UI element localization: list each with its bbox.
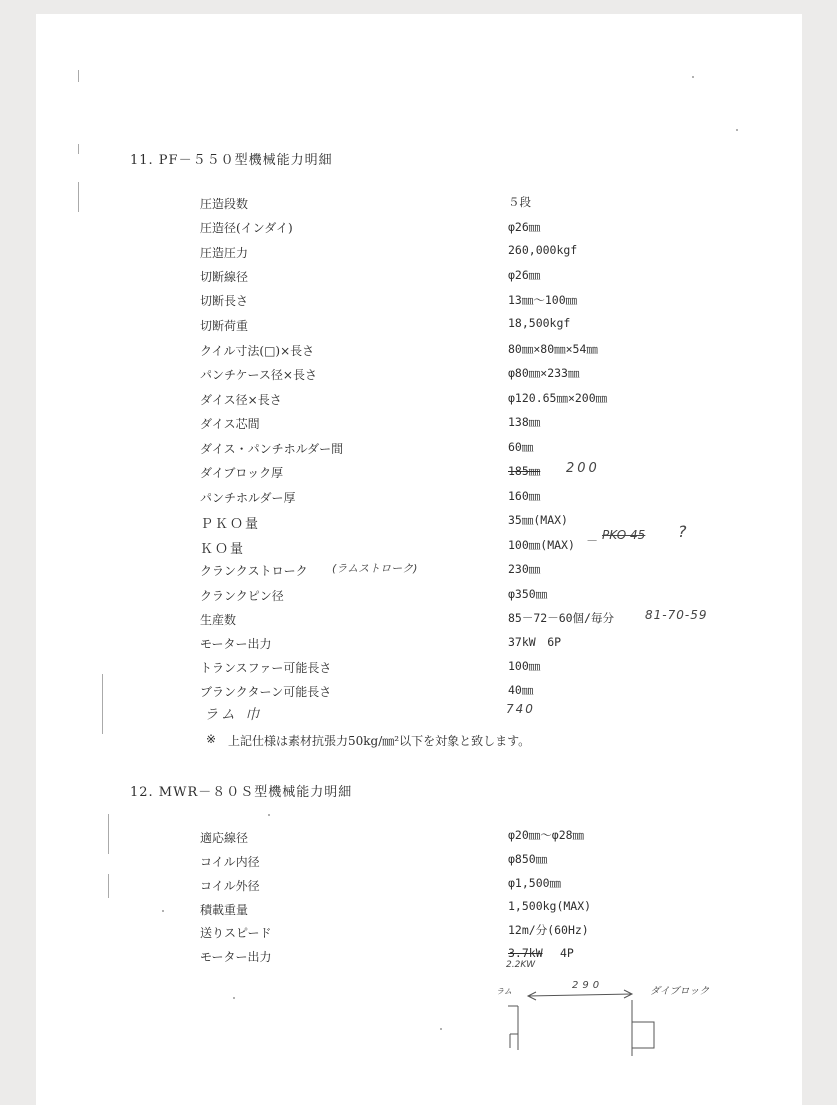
spec-label: ダイブロック厚 [200, 466, 284, 480]
spec-label: クランクピン径 [200, 589, 284, 603]
handwritten-ram-stroke: (ラムストローク) [332, 562, 418, 575]
handwritten-production: 81-70-59 [645, 608, 708, 622]
spec-value: 12m/分(60Hz) [508, 923, 589, 937]
spec-value: 18,500kgf [508, 316, 571, 330]
spec-label: ダイス径×長さ [200, 393, 282, 407]
handwritten-ram-width-label: ラム 巾 [204, 707, 263, 723]
spec-value: ５段 [508, 195, 531, 209]
spec-label: 送りスピード [200, 926, 272, 940]
spec-label: ダイス芯間 [200, 417, 260, 431]
section-12-title: 12. MWR－８０Ｓ型機械能力明細 [130, 785, 353, 800]
handwritten-dash: － [585, 534, 598, 548]
spec-label: 切断長さ [200, 294, 249, 308]
sketch-right-label: ダイブロック [650, 986, 710, 997]
spec-value-struck: 3.7kW [508, 946, 543, 960]
spec-value: 230㎜ [508, 562, 541, 576]
scan-mark [78, 144, 79, 154]
spec-value: 13㎜～100㎜ [508, 293, 578, 307]
spec-label: 圧造径(インダイ) [200, 221, 293, 235]
spec-label: 圧造圧力 [200, 246, 249, 260]
spec-value: 260,000kgf [508, 243, 578, 257]
spec-value: 35㎜(MAX) [508, 513, 568, 527]
spec-value: 37kW 6P [508, 635, 562, 649]
document-page [36, 14, 802, 1105]
spec-label: 切断線径 [200, 270, 249, 284]
spec-value: 100㎜(MAX) [508, 538, 575, 552]
scan-speck [233, 997, 235, 999]
spec-value: 60㎜ [508, 440, 534, 454]
scan-speck [736, 129, 738, 131]
spec-value-pole: 4P [560, 946, 574, 960]
spec-label: ＰＫＯ量 [200, 517, 261, 532]
scan-mark [102, 674, 103, 734]
spec-label: ダイス・パンチホルダー間 [200, 442, 344, 456]
spec-value-struck: 185㎜ [508, 464, 541, 478]
scan-mark [108, 814, 109, 854]
scan-mark [108, 874, 109, 898]
spec-label: トランスファー可能長さ [200, 661, 332, 675]
sketch-dimension: 290 [572, 980, 604, 991]
spec-value: 85－72－60個/毎分 [508, 611, 614, 625]
spec-label: 圧造段数 [200, 197, 249, 211]
scan-mark [78, 182, 79, 212]
spec-label: ブランクターン可能長さ [200, 685, 332, 699]
spec-label: コイル内径 [200, 855, 260, 869]
sketch-drawing [506, 984, 676, 1060]
scan-speck [268, 814, 270, 816]
spec-value: φ350㎜ [508, 587, 548, 601]
spec-label: ＫＯ量 [200, 542, 246, 557]
spec-label: 適応線径 [200, 831, 249, 845]
section-11-title: 11. PF－５５０型機械能力明細 [130, 153, 333, 168]
spec-label: 切断荷重 [200, 319, 249, 333]
dieblock-rect [632, 1022, 654, 1048]
spec-label: モーター出力 [200, 637, 272, 651]
scan-speck [440, 1028, 442, 1030]
scan-speck [692, 76, 694, 78]
handwritten-dieblock: 200 [566, 461, 600, 476]
spec-value: φ1,500㎜ [508, 876, 562, 890]
dimension-line [528, 994, 632, 996]
spec-value: 80㎜×80㎜×54㎜ [508, 342, 598, 356]
spec-note: 上記仕様は素材抗張力50kg/㎜²以下を対象と致します。 [228, 734, 531, 748]
spec-value: φ850㎜ [508, 852, 548, 866]
spec-value: 138㎜ [508, 415, 541, 429]
spec-label: 積載重量 [200, 903, 249, 917]
scan-mark [78, 70, 79, 82]
handwritten-ram-width-value: 740 [506, 702, 535, 716]
spec-value: 160㎜ [508, 489, 541, 503]
handwritten-motor-correction: 2.2KW [506, 960, 536, 970]
spec-label: クランクストローク [200, 564, 308, 578]
handwritten-pko-note: PKO 45 [602, 528, 646, 542]
spec-value: φ80㎜×233㎜ [508, 366, 580, 380]
handwritten-question-mark: ? [678, 522, 687, 541]
note-mark: ※ [206, 732, 217, 746]
spec-label: モーター出力 [200, 950, 272, 964]
spec-label: パンチケース径×長さ [200, 368, 317, 382]
scan-speck [162, 910, 164, 912]
spec-value: φ26㎜ [508, 268, 541, 282]
spec-value: φ120.65㎜×200㎜ [508, 391, 608, 405]
spec-value: 40㎜ [508, 683, 534, 697]
spec-label: パンチホルダー厚 [200, 491, 296, 505]
spec-label: コイル外径 [200, 879, 260, 893]
spec-label: 生産数 [200, 613, 237, 627]
spec-value: φ26㎜ [508, 220, 541, 234]
spec-value: 1,500kg(MAX) [508, 899, 592, 913]
spec-value: φ20㎜～φ28㎜ [508, 828, 585, 842]
spec-label: クイル寸法(□)×長さ [200, 344, 315, 358]
sketch-left-label: ラム [496, 987, 512, 996]
spec-value: 100㎜ [508, 659, 541, 673]
